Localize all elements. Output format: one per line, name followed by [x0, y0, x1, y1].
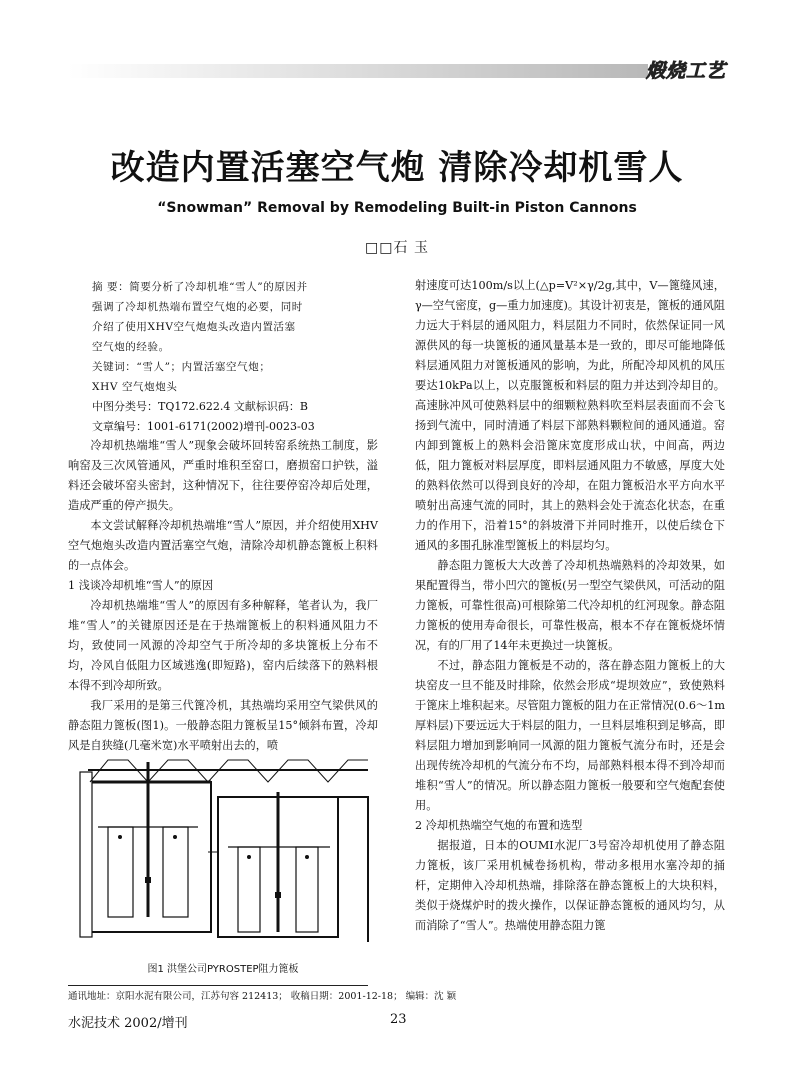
keywords: XHV 空气炮炮头: [92, 381, 178, 393]
footnote-rule: [68, 985, 368, 986]
abstract-line: 介绍了使用XHV空气炮炮头改造内置活塞: [92, 321, 296, 333]
author: □□石 玉: [365, 240, 429, 256]
abstract: [92, 277, 372, 397]
article-number: 文章编号：1001-6171(2002)增刊-0023-03: [92, 420, 315, 433]
header-bar: [68, 64, 648, 78]
paragraph: 冷却机热端堆“雪人”现象会破坏回转窑系统热工制度，影响窑及三次风管通风，严重时堆积至窑口，磨损窑口护铁，溢料还会破坏窑头密封，这种情况下，往往要停窑冷却后处理，造成严重的停产损失。: [68, 439, 378, 512]
clc-code: 中图分类号：TQ172.622.4 文献标识码：B: [92, 400, 308, 413]
right-column: [415, 276, 725, 936]
footnote: 通讯地址：京阳水泥有限公司，江苏句容 212413； 收稿日期：2001-12-18； 编辑：沈 颖: [68, 991, 457, 1002]
abstract-line: 强调了冷却机热端布置空气炮的必要，同时: [92, 301, 303, 313]
figure-caption: 图1 洪堡公司PYROSTEP阻力篦板: [147, 964, 299, 975]
paragraph: 据报道，日本的OUMI水泥厂3号窑冷却机使用了静态阻力篦板，该厂采用机械卷扬机构，带动多根用水塞冷却的捅杆，定期伸入冷却机热端，排除落在静态篦板上的大块积料，类似于烧煤炉时的拨火操作，以保证静态篦板的通风均匀，从而消除了“雪人”。热端使用静态阻力篦: [415, 839, 725, 932]
section-heading: 1 浅谈冷却机堆“雪人”的原因: [68, 579, 214, 592]
keywords: 关键词：“雪人”；内置活塞空气炮；: [92, 361, 271, 373]
section-title: 煅烧工艺: [646, 60, 727, 82]
paragraph: 我厂采用的是第三代篦冷机，其热端均采用空气梁供风的静态阻力篦板(图1)。一般静态阻力篦板呈15°倾斜布置，冷却风是自狭缝(几毫米宽)水平喷射出去的，喷: [68, 699, 378, 752]
section-heading: 2 冷却机热端空气炮的布置和选型: [415, 819, 583, 832]
paragraph: 本文尝试解释冷却机热端堆“雪人”原因，并介绍使用XHV空气炮炮头改造内置活塞空气炮，清除冷却机静态篦板上积料的一点体会。: [68, 519, 378, 572]
journal-name: 水泥技术 2002/增刊: [68, 1016, 188, 1031]
abstract-line: 空气炮的经验。: [92, 341, 170, 353]
abstract-line: 摘 要：简要分析了冷却机堆“雪人”的原因并: [92, 281, 308, 293]
paragraph: 静态阻力篦板大大改善了冷却机热端熟料的冷却效果，如果配置得当，带小凹穴的篦板(另一型空气梁供风，可活动的阻力篦板，可靠性很高)可根除第二代冷却机的红河现象。静态阻力篦板的使用寿命很长，可靠性极高，根本不存在篦板烧坏情况，有的厂用了14年未更换过一块篦板。: [415, 559, 725, 652]
paragraph: 不过，静态阻力篦板是不动的，落在静态阻力篦板上的大块窑皮一旦不能及时排除，依然会形成“堤坝效应”，致使熟料于篦床上堆积起来。尽管阻力篦板的阻力在正常情况(0.6～1m厚料层)下要远远大于料层的阻力，一旦料层堆积到足够高，即料层阻力增加到影响同一风源的阻力篦板气流分布时，还是会出现传统冷却机的气流分布不均，局部熟料根本得不到冷却而堆积“雪人”的情况。所以静态阻力篦板一般要和空气炮配套使用。: [415, 659, 725, 812]
grate-figure: [68, 742, 378, 974]
page-number: 23: [390, 1012, 407, 1027]
article-title: 改造内置活塞空气炮 清除冷却机雪人: [110, 148, 684, 188]
paragraph: 冷却机热端堆“雪人”的原因有多种解释，笔者认为，我厂堆“雪人”的关键原因还是在于热端篦板上的积料通风阻力不均，致使同一风源的冷却空气于所冷却的多块篦板上分布不均，冷风自低阻力区域逃逸(即短路)，窑内后续落下的熟料根本得不到冷却所致。: [68, 599, 378, 692]
left-column: [68, 436, 378, 756]
paragraph: 射速度可达100m/s以上(△p=V²×γ/2g,其中，V—篦缝风速，γ—空气密度，g—重力加速度)。其设计初衷是，篦板的通风阻力远大于料层的通风阻力，料层阻力不同时，依然保证同一风源供风的每一块篦板的通风量基本是一致的，即尽可能地降低料层通风阻力对篦板通风的影响，为此，所配冷却风机的风压要达10kPa以上，以克服篦板和料层的阻力并达到冷却目的。高速脉冲风可使熟料层中的细颗粒熟料吹至料层表面而不会飞扬到气流中，同时清通了料层下部熟料颗粒间的通风通道。窑内卸到篦板上的熟料会沿篦床宽度形成山状，中间高，两边低，阻力篦板对料层厚度，即料层通风阻力不敏感，厚度大处的熟料依然可以得到良好的冷却，在阻力篦板沿水平方向水平喷射出高速气流的同时，其上的熟料会处于流态化状态，在重力的作用下，沿着15°的斜坡滑下并同时推开，以使后续仓下通风的多围孔脉准型篦板上的料层均匀。: [415, 279, 725, 552]
article-subtitle: “Snowman” Removal by Remodeling Built-in Piston Cannons: [157, 200, 637, 216]
